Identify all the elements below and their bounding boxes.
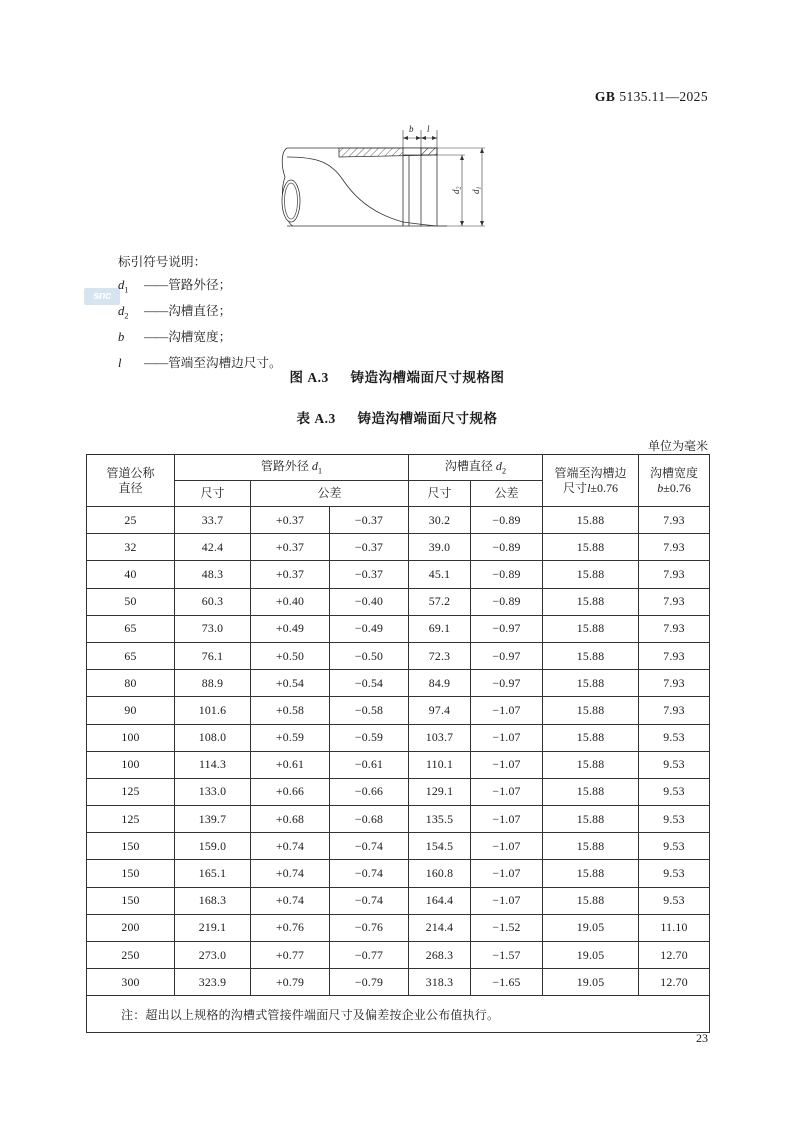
td-nominal-diameter: 40 (87, 561, 175, 588)
standard-number: 5135.11—2025 (619, 89, 708, 104)
td-end-to-groove: 15.88 (543, 615, 639, 642)
th-end-to-groove: 管端至沟槽边 尺寸l±0.76 (543, 455, 639, 507)
table-row (87, 751, 710, 778)
table-row (87, 534, 710, 561)
td-nominal-diameter: 80 (87, 670, 175, 697)
td-end-to-groove: 15.88 (543, 697, 639, 724)
td-groove-width: 12.70 (639, 969, 710, 996)
td-outer-diameter: 159.0 (175, 833, 251, 860)
legend-symbol: l (118, 355, 122, 370)
td-groove-dia-tol: −1.07 (471, 751, 543, 778)
legend-dash: —— (144, 277, 168, 292)
td-outer-diameter: 273.0 (175, 942, 251, 969)
td-od-tol-plus: +0.76 (251, 914, 330, 941)
td-groove-width: 9.53 (639, 751, 710, 778)
spec-table (86, 454, 710, 1033)
legend-text: 管端至沟槽边尺寸。 (168, 355, 282, 370)
table-body (87, 507, 710, 996)
td-groove-diameter: 97.4 (409, 697, 471, 724)
th-od-size: 尺寸 (175, 481, 251, 507)
td-od-tol-minus: −0.74 (330, 860, 409, 887)
td-outer-diameter: 323.9 (175, 969, 251, 996)
table-row (87, 942, 710, 969)
figure-number: 图 A.3 (289, 370, 329, 385)
td-groove-diameter: 164.4 (409, 887, 471, 914)
table-caption (0, 407, 794, 427)
td-groove-dia-tol: −1.07 (471, 887, 543, 914)
td-groove-diameter: 30.2 (409, 507, 471, 534)
standard-prefix: GB (594, 89, 616, 104)
td-od-tol-plus: +0.37 (251, 507, 330, 534)
td-od-tol-minus: −0.61 (330, 751, 409, 778)
symbol-d2: $d_2$ (495, 458, 507, 476)
legend-symbol: $d_1$ (118, 277, 129, 295)
td-od-tol-minus: −0.74 (330, 887, 409, 914)
legend-text: 沟槽直径； (168, 303, 232, 318)
watermark: snc (84, 288, 120, 305)
td-nominal-diameter: 250 (87, 942, 175, 969)
label-b: b (409, 124, 414, 134)
td-groove-dia-tol: −1.07 (471, 697, 543, 724)
td-groove-dia-tol: −0.89 (471, 534, 543, 561)
td-groove-width: 7.93 (639, 507, 710, 534)
td-od-tol-plus: +0.49 (251, 615, 330, 642)
td-od-tol-plus: +0.50 (251, 642, 330, 669)
th-groove-width: 沟槽宽度 b±0.76 (639, 455, 710, 507)
td-od-tol-minus: −0.68 (330, 806, 409, 833)
symbol-d1: $d_1$ (311, 458, 323, 476)
td-groove-width: 9.53 (639, 778, 710, 805)
td-od-tol-plus: +0.66 (251, 778, 330, 805)
td-od-tol-minus: −0.50 (330, 642, 409, 669)
td-nominal-diameter: 125 (87, 778, 175, 805)
td-nominal-diameter: 150 (87, 887, 175, 914)
td-groove-width: 11.10 (639, 914, 710, 941)
legend-item (118, 327, 282, 353)
td-groove-dia-tol: −0.89 (471, 561, 543, 588)
td-groove-width: 7.93 (639, 561, 710, 588)
td-groove-width: 7.93 (639, 697, 710, 724)
td-od-tol-minus: −0.37 (330, 561, 409, 588)
td-outer-diameter: 48.3 (175, 561, 251, 588)
td-groove-diameter: 57.2 (409, 588, 471, 615)
th-gd-size: 尺寸 (409, 481, 471, 507)
spec-table-wrapper (86, 454, 709, 1033)
td-end-to-groove: 15.88 (543, 507, 639, 534)
page-number: 23 (696, 1031, 708, 1045)
td-outer-diameter: 139.7 (175, 806, 251, 833)
td-od-tol-plus: +0.58 (251, 697, 330, 724)
td-od-tol-plus: +0.74 (251, 860, 330, 887)
td-groove-dia-tol: −1.07 (471, 860, 543, 887)
legend-symbol: b (118, 329, 125, 344)
td-end-to-groove: 15.88 (543, 724, 639, 751)
symbol-b: b (657, 480, 664, 495)
table-row (87, 914, 710, 941)
th-gd-tolerance: 公差 (471, 481, 543, 507)
td-end-to-groove: 19.05 (543, 914, 639, 941)
td-groove-diameter: 154.5 (409, 833, 471, 860)
td-end-to-groove: 19.05 (543, 969, 639, 996)
label-l: l (427, 124, 430, 134)
td-groove-width: 9.53 (639, 887, 710, 914)
td-groove-diameter: 45.1 (409, 561, 471, 588)
td-groove-diameter: 39.0 (409, 534, 471, 561)
table-row (87, 833, 710, 860)
td-end-to-groove: 15.88 (543, 887, 639, 914)
td-groove-dia-tol: −0.97 (471, 670, 543, 697)
legend-text: 管路外径； (168, 277, 232, 292)
td-od-tol-plus: +0.74 (251, 887, 330, 914)
table-row (87, 642, 710, 669)
table-row (87, 561, 710, 588)
td-outer-diameter: 101.6 (175, 697, 251, 724)
table-row (87, 615, 710, 642)
label-d2: d2 (451, 186, 463, 194)
td-groove-dia-tol: −1.07 (471, 778, 543, 805)
td-groove-width: 7.93 (639, 642, 710, 669)
table-footer (87, 996, 710, 1033)
table-row (87, 724, 710, 751)
td-od-tol-plus: +0.37 (251, 534, 330, 561)
legend-dash: —— (144, 355, 168, 370)
td-od-tol-minus: −0.79 (330, 969, 409, 996)
unit-note: 单位为毫米 (647, 439, 708, 453)
td-groove-diameter: 69.1 (409, 615, 471, 642)
td-outer-diameter: 73.0 (175, 615, 251, 642)
figure-title: 铸造沟槽端面尺寸规格图 (350, 370, 505, 385)
td-nominal-diameter: 90 (87, 697, 175, 724)
legend-item (118, 275, 282, 301)
td-od-tol-plus: +0.74 (251, 833, 330, 860)
td-nominal-diameter: 65 (87, 615, 175, 642)
td-groove-dia-tol: −1.07 (471, 806, 543, 833)
legend-symbol: $d_2$ (118, 303, 129, 321)
th-groove-diameter-group: 沟槽直径 $d_2$ (409, 455, 543, 481)
table-row (87, 806, 710, 833)
td-outer-diameter: 108.0 (175, 724, 251, 751)
td-od-tol-minus: −0.66 (330, 778, 409, 805)
td-od-tol-minus: −0.37 (330, 534, 409, 561)
td-nominal-diameter: 100 (87, 724, 175, 751)
td-groove-dia-tol: −0.97 (471, 642, 543, 669)
td-groove-width: 9.53 (639, 724, 710, 751)
td-groove-diameter: 268.3 (409, 942, 471, 969)
legend-text: 沟槽宽度； (168, 329, 232, 344)
td-groove-diameter: 318.3 (409, 969, 471, 996)
table-title: 铸造沟槽端面尺寸规格 (357, 411, 498, 426)
td-od-tol-minus: −0.59 (330, 724, 409, 751)
td-nominal-diameter: 150 (87, 860, 175, 887)
td-groove-dia-tol: −1.07 (471, 724, 543, 751)
td-od-tol-minus: −0.77 (330, 942, 409, 969)
td-od-tol-plus: +0.54 (251, 670, 330, 697)
table-row (87, 670, 710, 697)
td-nominal-diameter: 50 (87, 588, 175, 615)
td-nominal-diameter: 32 (87, 534, 175, 561)
td-end-to-groove: 15.88 (543, 778, 639, 805)
td-od-tol-plus: +0.79 (251, 969, 330, 996)
td-od-tol-minus: −0.74 (330, 833, 409, 860)
table-row (87, 887, 710, 914)
td-groove-dia-tol: −0.97 (471, 615, 543, 642)
td-groove-diameter: 135.5 (409, 806, 471, 833)
td-outer-diameter: 168.3 (175, 887, 251, 914)
td-end-to-groove: 15.88 (543, 670, 639, 697)
td-groove-diameter: 72.3 (409, 642, 471, 669)
td-groove-dia-tol: −1.57 (471, 942, 543, 969)
td-od-tol-plus: +0.61 (251, 751, 330, 778)
td-nominal-diameter: 65 (87, 642, 175, 669)
table-header (87, 455, 710, 507)
symbol-l: l (587, 480, 591, 495)
td-groove-width: 9.53 (639, 806, 710, 833)
legend-item (118, 301, 282, 327)
td-outer-diameter: 88.9 (175, 670, 251, 697)
td-outer-diameter: 219.1 (175, 914, 251, 941)
td-groove-diameter: 84.9 (409, 670, 471, 697)
table-note: 注：超出以上规格的沟槽式管接件端面尺寸及偏差按企业公布值执行。 (87, 996, 710, 1033)
table-number: 表 A.3 (296, 411, 336, 426)
td-groove-dia-tol: −1.65 (471, 969, 543, 996)
td-groove-diameter: 110.1 (409, 751, 471, 778)
table-row (87, 588, 710, 615)
td-groove-dia-tol: −1.52 (471, 914, 543, 941)
th-od-tolerance: 公差 (251, 481, 409, 507)
td-od-tol-plus: +0.40 (251, 588, 330, 615)
td-od-tol-minus: −0.40 (330, 588, 409, 615)
legend-dash: —— (144, 329, 168, 344)
label-d1: d1 (471, 186, 483, 194)
td-outer-diameter: 76.1 (175, 642, 251, 669)
td-groove-dia-tol: −0.89 (471, 588, 543, 615)
legend-dash: —— (144, 303, 168, 318)
figure-groove-pipe-end (0, 122, 794, 247)
th-pipe-outer-diameter-group: 管路外径 $d_1$ (175, 455, 409, 481)
td-od-tol-plus: +0.59 (251, 724, 330, 751)
td-outer-diameter: 133.0 (175, 778, 251, 805)
figure-caption (0, 366, 794, 386)
td-outer-diameter: 60.3 (175, 588, 251, 615)
td-groove-diameter: 160.8 (409, 860, 471, 887)
td-od-tol-minus: −0.58 (330, 697, 409, 724)
td-groove-diameter: 214.4 (409, 914, 471, 941)
td-od-tol-minus: −0.76 (330, 914, 409, 941)
table-row (87, 778, 710, 805)
figure-legend (118, 252, 282, 379)
td-groove-width: 7.93 (639, 615, 710, 642)
table-row (87, 507, 710, 534)
th-nominal-diameter: 管道公称 直径 (87, 455, 175, 507)
td-end-to-groove: 15.88 (543, 833, 639, 860)
table-row (87, 860, 710, 887)
td-groove-width: 7.93 (639, 588, 710, 615)
td-groove-width: 7.93 (639, 534, 710, 561)
td-nominal-diameter: 300 (87, 969, 175, 996)
td-end-to-groove: 15.88 (543, 751, 639, 778)
td-nominal-diameter: 100 (87, 751, 175, 778)
td-od-tol-plus: +0.37 (251, 561, 330, 588)
td-od-tol-plus: +0.68 (251, 806, 330, 833)
td-end-to-groove: 15.88 (543, 642, 639, 669)
td-groove-dia-tol: −1.07 (471, 833, 543, 860)
td-groove-diameter: 129.1 (409, 778, 471, 805)
standard-header (595, 89, 708, 105)
td-end-to-groove: 15.88 (543, 561, 639, 588)
td-od-tol-minus: −0.37 (330, 507, 409, 534)
td-groove-width: 9.53 (639, 833, 710, 860)
td-outer-diameter: 165.1 (175, 860, 251, 887)
td-groove-diameter: 103.7 (409, 724, 471, 751)
td-end-to-groove: 15.88 (543, 806, 639, 833)
legend-title: 标引符号说明： (118, 255, 207, 269)
table-row (87, 697, 710, 724)
td-outer-diameter: 114.3 (175, 751, 251, 778)
td-end-to-groove: 15.88 (543, 860, 639, 887)
pipe-groove-drawing (277, 122, 517, 247)
td-od-tol-minus: −0.54 (330, 670, 409, 697)
td-nominal-diameter: 125 (87, 806, 175, 833)
td-od-tol-minus: −0.49 (330, 615, 409, 642)
td-groove-width: 9.53 (639, 860, 710, 887)
td-groove-width: 7.93 (639, 670, 710, 697)
td-end-to-groove: 19.05 (543, 942, 639, 969)
td-groove-dia-tol: −0.89 (471, 507, 543, 534)
td-outer-diameter: 42.4 (175, 534, 251, 561)
td-od-tol-plus: +0.77 (251, 942, 330, 969)
td-nominal-diameter: 200 (87, 914, 175, 941)
td-end-to-groove: 15.88 (543, 534, 639, 561)
td-nominal-diameter: 25 (87, 507, 175, 534)
td-groove-width: 12.70 (639, 942, 710, 969)
table-row (87, 969, 710, 996)
td-end-to-groove: 15.88 (543, 588, 639, 615)
td-outer-diameter: 33.7 (175, 507, 251, 534)
td-nominal-diameter: 150 (87, 833, 175, 860)
